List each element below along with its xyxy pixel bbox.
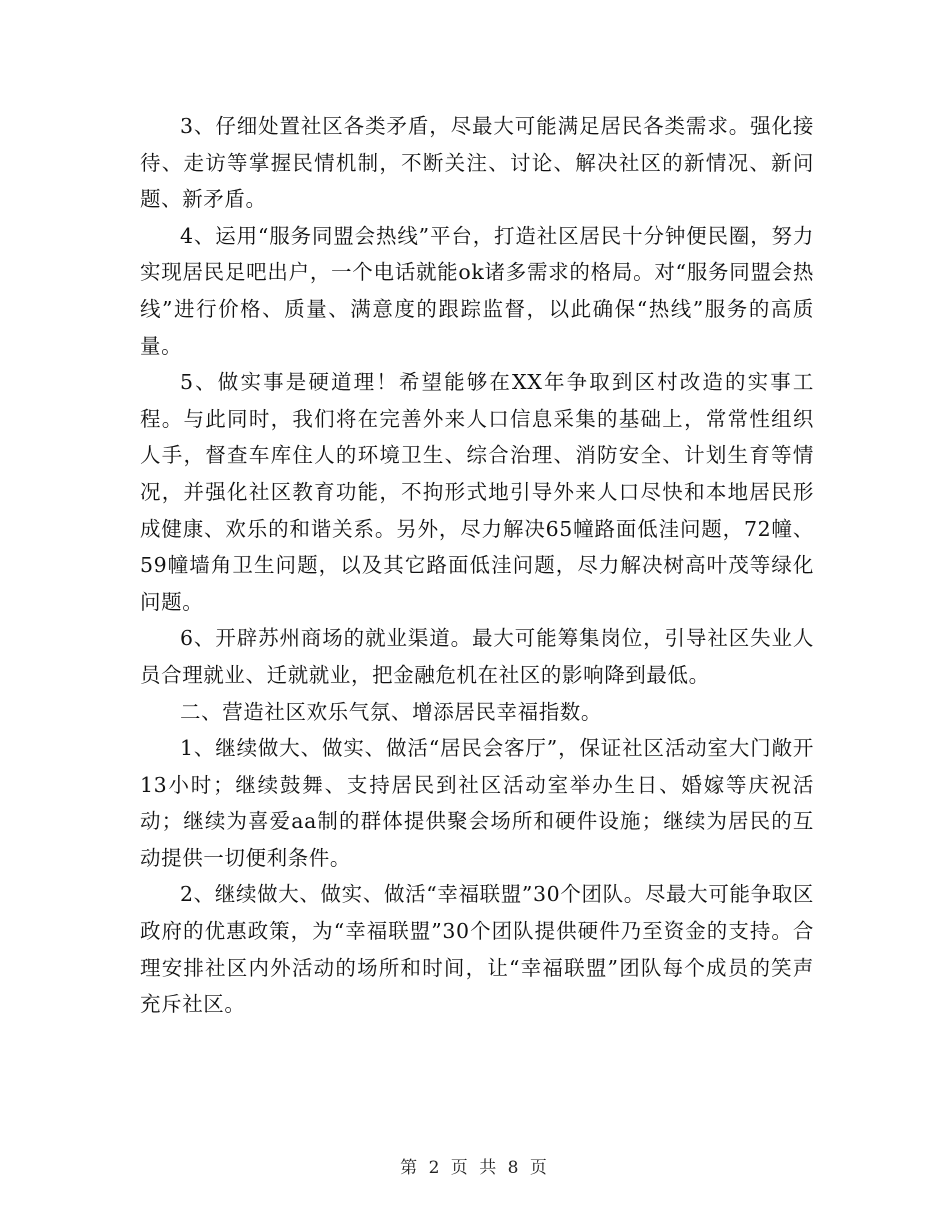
paragraph-item-4: 4、运用“服务同盟会热线”平台，打造社区居民十分钟便民圈，努力实现居民足吧出户，一个电话就能ok诸多需求的格局。对“服务同盟会热线”进行价格、质量、满意度的跟踪监督，以此确保“热线”服务的高质量。	[140, 223, 814, 358]
paragraph-item-1: 1、继续做大、做实、做活“居民会客厅”，保证社区活动室大门敞开13小时；继续鼓舞、支持居民到社区活动室举办生日、婚嫁等庆祝活动；继续为喜爱aa制的群体提供聚会场所和硬件设施；继续为居民的互动提供一切便利条件。	[140, 736, 814, 870]
section-heading: 二、营造社区欢乐气氛、增添居民幸福指数。	[180, 699, 602, 724]
page-footer	[0, 1153, 950, 1178]
paragraph-item-3: 3、仔细处置社区各类矛盾，尽最大可能满足居民各类需求。强化接待、走访等掌握民情机制，不断关注、讨论、解决社区的新情况、新问题、新矛盾。	[140, 114, 814, 212]
paragraph-item-5: 5、做实事是硬道理！希望能够在XX年争取到区村改造的实事工程。与此同时，我们将在完善外来人口信息采集的基础上，常常性组织人手，督查车库住人的环境卫生、综合治理、消防安全、计划生育等情况，并强化社区教育功能，不拘形式地引导外来人口尽快和本地居民形成健康、欢乐的和谐关系。另外，尽力解决65幢路面低洼问题，72幢、59幢墙角卫生问题，以及其它路面低洼问题，尽力解决树高叶茂等绿化问题。	[140, 370, 814, 614]
document-body	[140, 108, 814, 1023]
page-number: 第 2 页 共 8 页	[400, 1158, 550, 1178]
paragraph-item-6: 6、开辟苏州商场的就业渠道。最大可能筹集岗位，引导社区失业人员合理就业、迁就就业，把金融危机在社区的影响降到最低。	[140, 626, 814, 687]
paragraph-item-2: 2、继续做大、做实、做活“幸福联盟”30个团队。尽最大可能争取区政府的优惠政策，为“幸福联盟”30个团队提供硬件乃至资金的支持。合理安排社区内外活动的场所和时间，让“幸福联盟”团队每个成员的笑声充斥社区。	[140, 882, 814, 1017]
